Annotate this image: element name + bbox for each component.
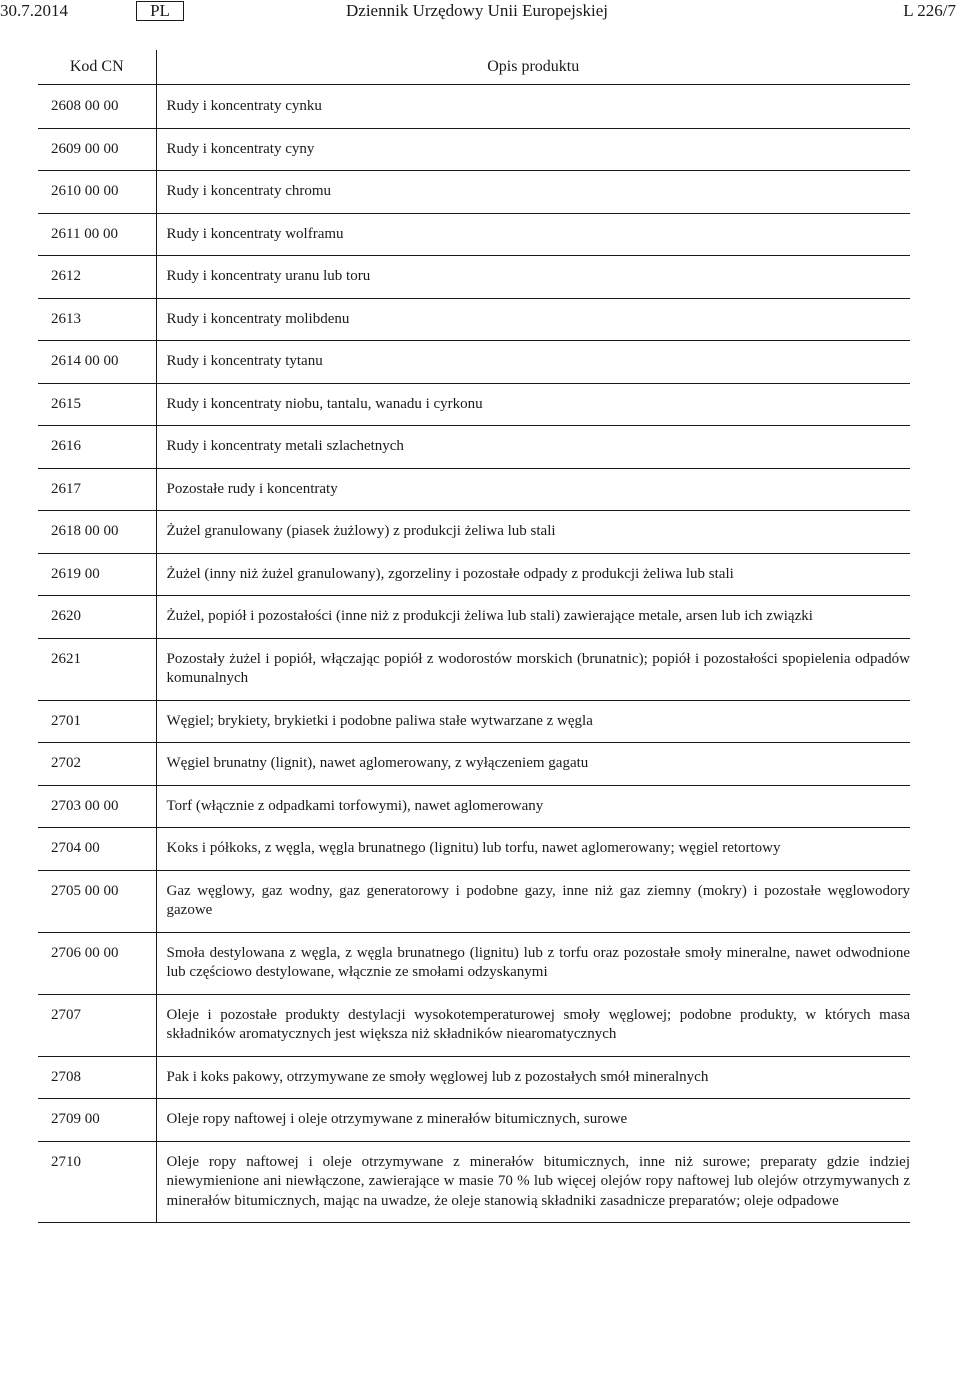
product-description-cell: Oleje i pozostałe produkty destylacji wysokotemperaturowej smoły węglowej; podobne produkty, w których masa składników aromatycznych jest większa niż składników niearomatycznych xyxy=(156,994,910,1056)
cn-code-cell: 2703 00 00 xyxy=(38,785,156,828)
table-row xyxy=(38,341,910,384)
cn-code-cell: 2613 xyxy=(38,298,156,341)
table-row xyxy=(38,1099,910,1142)
page-reference: L 226/7 xyxy=(903,1,956,20)
product-description-cell: Żużel, popiół i pozostałości (inne niż z produkcji żeliwa lub stali) zawierające metale, arsen lub ich związki xyxy=(156,596,910,639)
table-row xyxy=(38,638,910,700)
cn-code-cell: 2708 xyxy=(38,1056,156,1099)
cn-code-cell: 2709 00 xyxy=(38,1099,156,1142)
table-row xyxy=(38,511,910,554)
product-description-cell: Węgiel; brykiety, brykietki i podobne paliwa stałe wytwarzane z węgla xyxy=(156,700,910,743)
product-description-cell: Rudy i koncentraty uranu lub toru xyxy=(156,256,910,299)
cn-code-cell: 2618 00 00 xyxy=(38,511,156,554)
cn-code-cell: 2710 xyxy=(38,1141,156,1223)
product-description-cell: Żużel (inny niż żużel granulowany), zgorzeliny i pozostałe odpady z produkcji żeliwa lub stali xyxy=(156,553,910,596)
product-description-cell: Oleje ropy naftowej i oleje otrzymywane z minerałów bitumicznych, surowe xyxy=(156,1099,910,1142)
table-row xyxy=(38,128,910,171)
product-description-cell: Pozostałe rudy i koncentraty xyxy=(156,468,910,511)
column-header-description: Opis produktu xyxy=(156,50,910,85)
table-row xyxy=(38,743,910,786)
product-description-cell: Rudy i koncentraty wolframu xyxy=(156,213,910,256)
journal-title: Dziennik Urzędowy Unii Europejskiej xyxy=(346,1,609,20)
table-row xyxy=(38,596,910,639)
table-row xyxy=(38,870,910,932)
table-row xyxy=(38,256,910,299)
product-description-cell: Rudy i koncentraty tytanu xyxy=(156,341,910,384)
product-description-cell: Rudy i koncentraty cyny xyxy=(156,128,910,171)
cn-code-cell: 2611 00 00 xyxy=(38,213,156,256)
cn-code-cell: 2619 00 xyxy=(38,553,156,596)
cn-code-cell: 2701 xyxy=(38,700,156,743)
language-badge: PL xyxy=(136,1,184,21)
table-row xyxy=(38,1056,910,1099)
table-row xyxy=(38,468,910,511)
product-description-cell: Rudy i koncentraty metali szlachetnych xyxy=(156,426,910,469)
product-description-cell: Węgiel brunatny (lignit), nawet aglomerowany, z wyłączeniem gagatu xyxy=(156,743,910,786)
product-description-cell: Oleje ropy naftowej i oleje otrzymywane z minerałów bitumicznych, inne niż surowe; preparaty gdzie indziej niewymienione ani niewłączone, zawierające w masie 70 % lub więcej olejów ropy naftowej lub olejów otrzymywanych z minerałów bitumicznych, mając na uwadze, że oleje stanowią składniki zasadnicze preparatów; oleje odpadowe xyxy=(156,1141,910,1223)
table-row xyxy=(38,932,910,994)
product-description-cell: Żużel granulowany (piasek żużlowy) z produkcji żeliwa lub stali xyxy=(156,511,910,554)
product-description-cell: Rudy i koncentraty chromu xyxy=(156,171,910,214)
table-row xyxy=(38,828,910,871)
cn-code-table xyxy=(38,50,910,1223)
product-description-cell: Koks i półkoks, z węgla, węgla brunatnego (lignitu) lub torfu, nawet aglomerowany; węgiel retortowy xyxy=(156,828,910,871)
table-row xyxy=(38,785,910,828)
table-row xyxy=(38,85,910,129)
cn-code-cell: 2617 xyxy=(38,468,156,511)
cn-code-cell: 2702 xyxy=(38,743,156,786)
cn-code-cell: 2616 xyxy=(38,426,156,469)
product-description-cell: Rudy i koncentraty molibdenu xyxy=(156,298,910,341)
table-body xyxy=(38,85,910,1223)
cn-code-cell: 2608 00 00 xyxy=(38,85,156,129)
table-row xyxy=(38,426,910,469)
cn-code-cell: 2707 xyxy=(38,994,156,1056)
product-description-cell: Pozostały żużel i popiół, włączając popiół z wodorostów morskich (brunatnic); popiół i pozostałości spopielenia odpadów komunalnych xyxy=(156,638,910,700)
table-row xyxy=(38,1141,910,1223)
cn-code-cell: 2614 00 00 xyxy=(38,341,156,384)
product-description-cell: Torf (włącznie z odpadkami torfowymi), nawet aglomerowany xyxy=(156,785,910,828)
product-description-cell: Gaz węglowy, gaz wodny, gaz generatorowy i podobne gazy, inne niż gaz ziemny (mokry) i pozostałe węglowodory gazowe xyxy=(156,870,910,932)
table-header-row xyxy=(38,50,910,85)
table-row xyxy=(38,700,910,743)
table-row xyxy=(38,994,910,1056)
product-description-cell: Smoła destylowana z węgla, z węgla brunatnego (lignitu) lub z torfu oraz pozostałe smoły mineralne, nawet odwodnione lub częściowo destylowane, włącznie ze smołami odzyskanymi xyxy=(156,932,910,994)
product-description-cell: Rudy i koncentraty cynku xyxy=(156,85,910,129)
table-row xyxy=(38,383,910,426)
cn-code-cell: 2610 00 00 xyxy=(38,171,156,214)
table-row xyxy=(38,298,910,341)
cn-code-cell: 2620 xyxy=(38,596,156,639)
table-row xyxy=(38,213,910,256)
product-description-cell: Rudy i koncentraty niobu, tantalu, wanadu i cyrkonu xyxy=(156,383,910,426)
cn-code-cell: 2621 xyxy=(38,638,156,700)
publication-date: 30.7.2014 xyxy=(0,1,68,20)
cn-code-cell: 2706 00 00 xyxy=(38,932,156,994)
cn-code-cell: 2609 00 00 xyxy=(38,128,156,171)
cn-code-cell: 2615 xyxy=(38,383,156,426)
cn-code-cell: 2705 00 00 xyxy=(38,870,156,932)
table-row xyxy=(38,553,910,596)
column-header-code: Kod CN xyxy=(38,50,156,85)
cn-code-cell: 2704 00 xyxy=(38,828,156,871)
page-header xyxy=(0,0,960,26)
table-row xyxy=(38,171,910,214)
product-description-cell: Pak i koks pakowy, otrzymywane ze smoły węglowej lub z pozostałych smół mineralnych xyxy=(156,1056,910,1099)
cn-code-cell: 2612 xyxy=(38,256,156,299)
